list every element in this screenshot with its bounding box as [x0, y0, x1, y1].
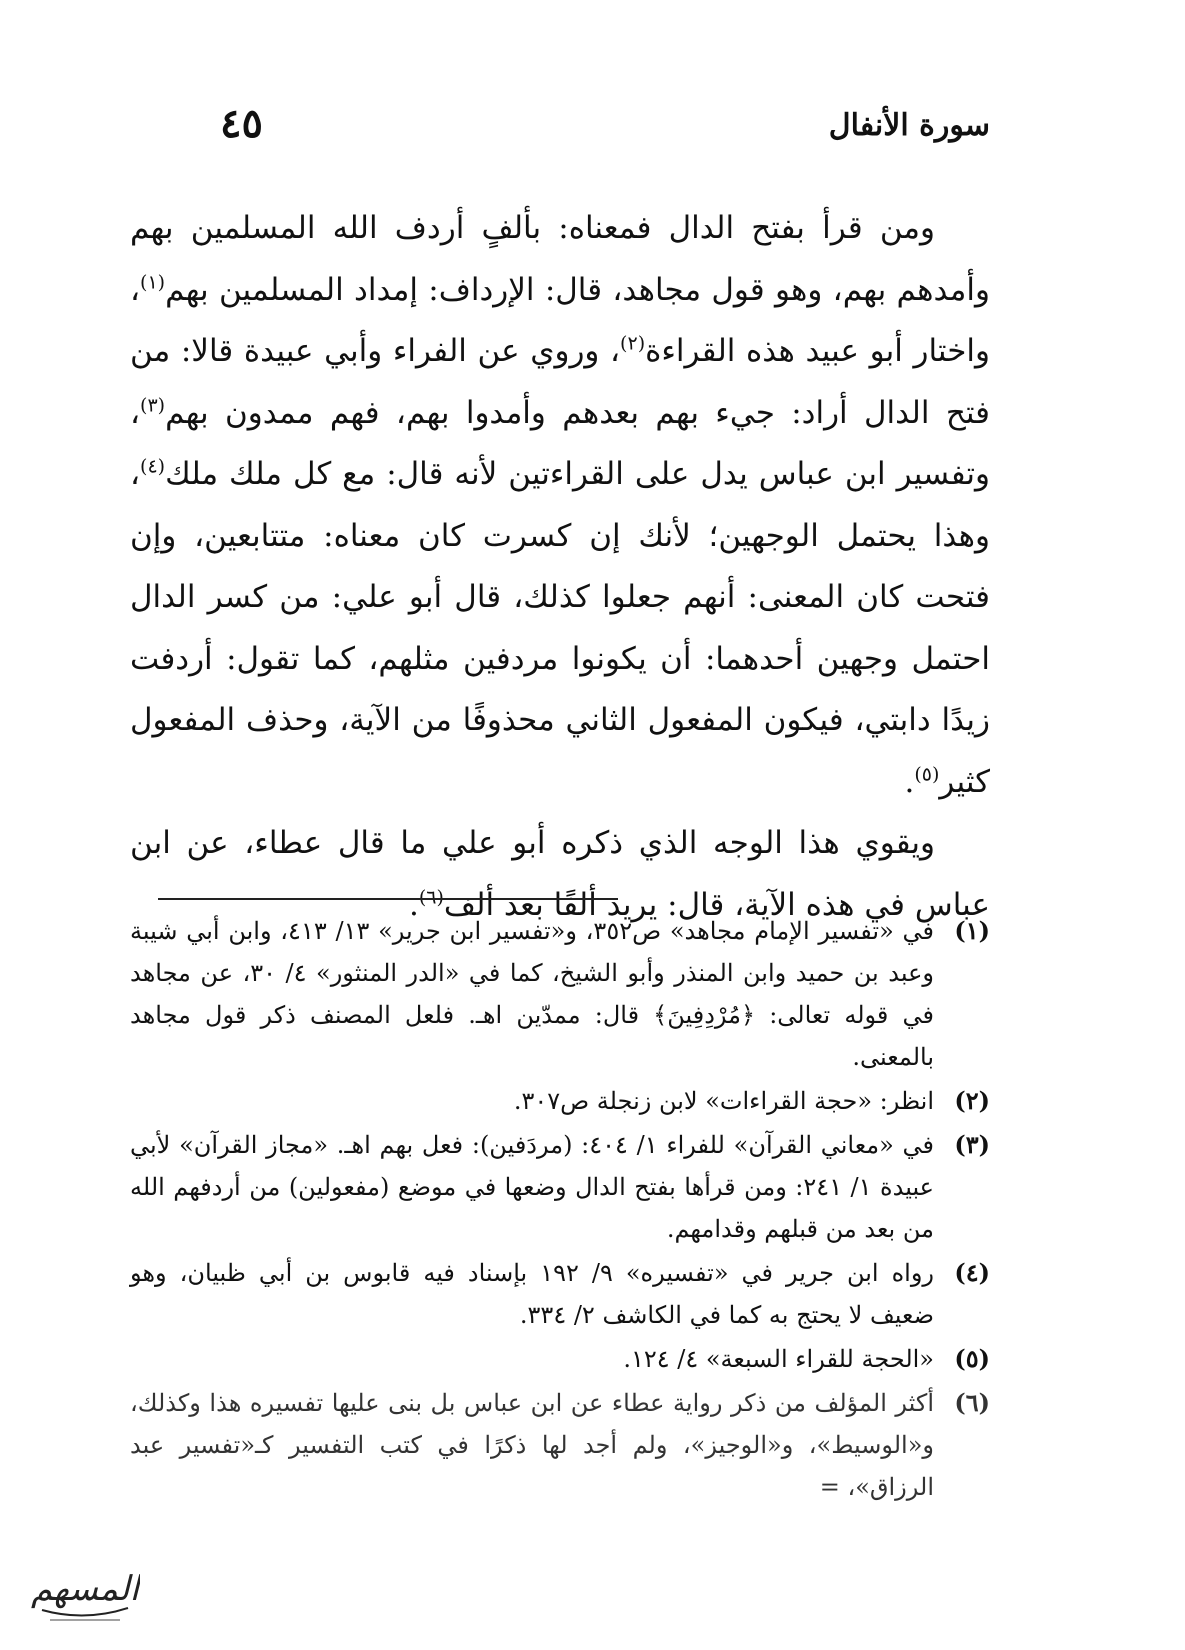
stamp-flourish: [42, 1608, 128, 1616]
text-run: ، وهذا يحتمل الوجهين؛ لأنك إن كسرت كان معناه: متتابعين، وإن فتحت كان المعنى: أنهم جعلوا كذلك، قال أبو علي: من كسر الدال احتمل وجهين أحدهما: أن يكونوا مردفين مثلهم، كما تقول: أردفت زيدًا دابتي، فيكون المفعول الثاني محذوفًا من الآية، وحذف المفعول كثير: [130, 456, 991, 800]
footnote-text: انظر: «حجة القراءات» لابن زنجلة ص٣٠٧.: [513, 1087, 934, 1115]
text-run: ، وتفسير ابن عباس يدل على القراءتين لأنه قال: مع كل ملك ملك: [130, 394, 990, 492]
footnote-number: (٢): [954, 1086, 990, 1115]
footnote-text: في «معاني القرآن» للفراء ١/ ٤٠٤: (مردَفين): فعل بهم اهـ. «مجاز القرآن» لأبي عبيدة ١/ ٢٤١: ومن قرأها بفتح الدال وضعها في موضع (مفعولين) من أردفهم الله من بعد من قبلهم وقدامهم.: [130, 1131, 935, 1243]
footnote-divider: [158, 898, 618, 900]
text-run: .: [408, 886, 419, 923]
text-run: ويقوي هذا الوجه الذي ذكره أبو علي ما قال عطاء، عن ابن عباس في هذه الآية، قال: يريد ألفًا بعد ألف: [130, 825, 990, 923]
main-text: [130, 198, 990, 936]
text-run: ومن قرأ بفتح الدال فمعناه: بألفٍ أردف الله المسلمين بهم وأمدهم بهم، وهو قول مجاهد، قال: الإرداف: إمداد المسلمين بهم: [130, 210, 990, 308]
footnote-number: (٣): [954, 1130, 990, 1159]
footnote-ref-5: (٥): [914, 763, 940, 786]
page-number: ٤٥: [220, 100, 263, 147]
footnote-text: في «تفسير الإمام مجاهد» ص٣٥٢، و«تفسير ابن جرير» ١٣/ ٤١٣، وابن أبي شيبة وعبد بن حميد وابن المنذر وأبو الشيخ، كما في «الدر المنثور» ٤/ ٣٠، عن مجاهد في قوله تعالى: ﴿مُرْدِفِينَ﴾ قال: ممدّين اهـ. فلعل المصنف ذكر قول مجاهد بالمعنى.: [130, 917, 934, 1071]
footnote-4: [130, 1252, 990, 1336]
footnote-2: [130, 1080, 990, 1122]
paragraph-1: [130, 198, 990, 813]
text-run: ، وروي عن الفراء وأبي عبيدة قالا: من فتح الدال أراد: جيء بهم بعدهم وأمدوا بهم، فهم ممدون بهم: [130, 333, 990, 431]
page-header: [140, 100, 990, 158]
footnote-ref-3: (٣): [140, 394, 166, 417]
footnote-number: (٦): [954, 1388, 990, 1417]
footnote-3: [130, 1124, 990, 1250]
library-stamp-logo: [30, 1548, 140, 1638]
footnote-6: [130, 1382, 990, 1508]
footnote-ref-1: (١): [140, 271, 166, 294]
footnote-ref-2: (٢): [620, 332, 646, 355]
footnote-text: «الحجة للقراء السبعة» ٤/ ١٢٤.: [623, 1345, 934, 1373]
footnote-ref-6: (٦): [418, 886, 444, 909]
text-run: ، واختار أبو عبيد هذه القراءة: [130, 271, 990, 369]
footnote-5: [130, 1338, 990, 1380]
footnote-number: (٤): [954, 1258, 990, 1287]
text-run: .: [904, 763, 915, 800]
footnote-1: [130, 910, 990, 1078]
footnote-text: أكثر المؤلف من ذكر رواية عطاء عن ابن عباس بل بنى عليها تفسيره هذا وكذلك، و«الوسيط»، و«الوجيز»، ولم أجد لها ذكرًا في كتب التفسير كـ«تفسير عبد الرزاق»، =: [130, 1389, 934, 1501]
footnote-ref-4: (٤): [140, 455, 166, 478]
stamp-text: المسهم: [30, 1569, 140, 1609]
footnote-number: (٥): [954, 1344, 990, 1373]
footnote-number: (١): [954, 916, 990, 945]
surah-title: سورة الأنفال: [828, 108, 990, 143]
footnotes: [130, 910, 990, 1510]
footnote-text: رواه ابن جرير في «تفسيره» ٩/ ١٩٢ بإسناد فيه قابوس بن أبي ظبيان، وهو ضعيف لا يحتج به كما في الكاشف ٢/ ٣٣٤.: [130, 1259, 934, 1329]
